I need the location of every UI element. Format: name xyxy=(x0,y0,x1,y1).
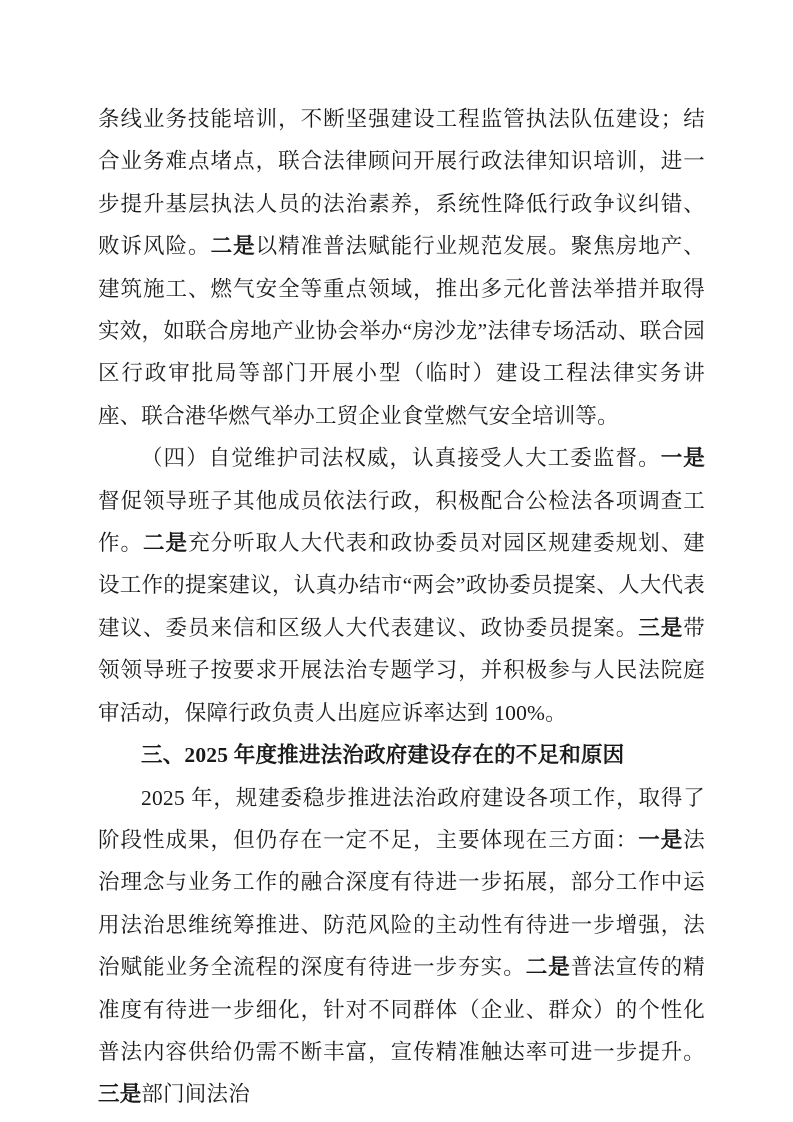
emphasis-run: 二是 xyxy=(143,531,189,556)
section-heading-shortcomings: 三、2025 年度推进法治政府建设存在的不足和原因 xyxy=(141,743,625,768)
text-run: 充分听取人大代表和政协委员对园区规建委规划、建设工作的提案建议，认真办结市“两会”政协委员提案、人大代表建议、委员来信和区级人大代表建议、政协委员提案。 xyxy=(98,531,706,640)
text-run: 督促领导班子其他成员依法行政，积极配合公检法各项调查工作。 xyxy=(98,488,705,556)
document-body xyxy=(98,98,705,1116)
paragraph-group-before-heading xyxy=(98,98,705,734)
text-run: 2025 年，规建委稳步推进法治政府建设各项工作，取得了阶段性成果，但仍存在一定不足，主要体现在三方面： xyxy=(98,785,705,852)
text-run: 部门间法治 xyxy=(141,1082,250,1107)
text-run: 条线业务技能培训，不断坚强建设工程监管执法队伍建设；结合业务难点堵点，联合法律顾问开展行政法律知识培训，进一步提升基层执法人员的法治素养，系统性降低行政争议纠错、败诉风险。 xyxy=(98,107,705,259)
emphasis-run: 三是 xyxy=(638,615,684,640)
emphasis-run: 一是 xyxy=(638,827,684,852)
paragraph-continued-training xyxy=(98,98,705,437)
text-run: 普法宣传的精准度有待进一步细化，针对不同群体（企业、群众）的个性化普法内容供给仍需不断丰富，宣传精准触达率可进一步提升。 xyxy=(98,955,706,1064)
text-run: （四）自觉维护司法权威，认真接受人大工委监督。 xyxy=(141,446,661,471)
paragraph-shortcomings-detail xyxy=(98,777,705,1116)
paragraph-item-four-supervision xyxy=(98,437,705,734)
paragraph-group-after-heading xyxy=(98,777,705,1116)
emphasis-run: 二是 xyxy=(525,955,571,980)
emphasis-run: 一是 xyxy=(660,446,705,471)
emphasis-run: 三是 xyxy=(98,1082,142,1107)
text-run: 以精准普法赋能行业规范发展。聚焦房地产、建筑施工、燃气安全等重点领域，推出多元化普法举措并取得实效，如联合房地产业协会举办“房沙龙”法律专场活动、联合园区行政审批局等部门开展小型（临时）建设工程法律实务讲座、联合港华燃气举办工贸企业食堂燃气安全培训等。 xyxy=(98,234,705,428)
text-run: 带领领导班子按要求开展法治专题学习，并积极参与人民法院庭审活动，保障行政负责人出庭应诉率达到 100%。 xyxy=(98,615,705,725)
emphasis-run: 二是 xyxy=(210,234,256,259)
text-run: 法治理念与业务工作的融合深度有待进一步拓展，部分工作中运用法治思维统筹推进、防范风险的主动性有待进一步增强，法治赋能业务全流程的深度有待进一步夯实。 xyxy=(98,827,705,980)
